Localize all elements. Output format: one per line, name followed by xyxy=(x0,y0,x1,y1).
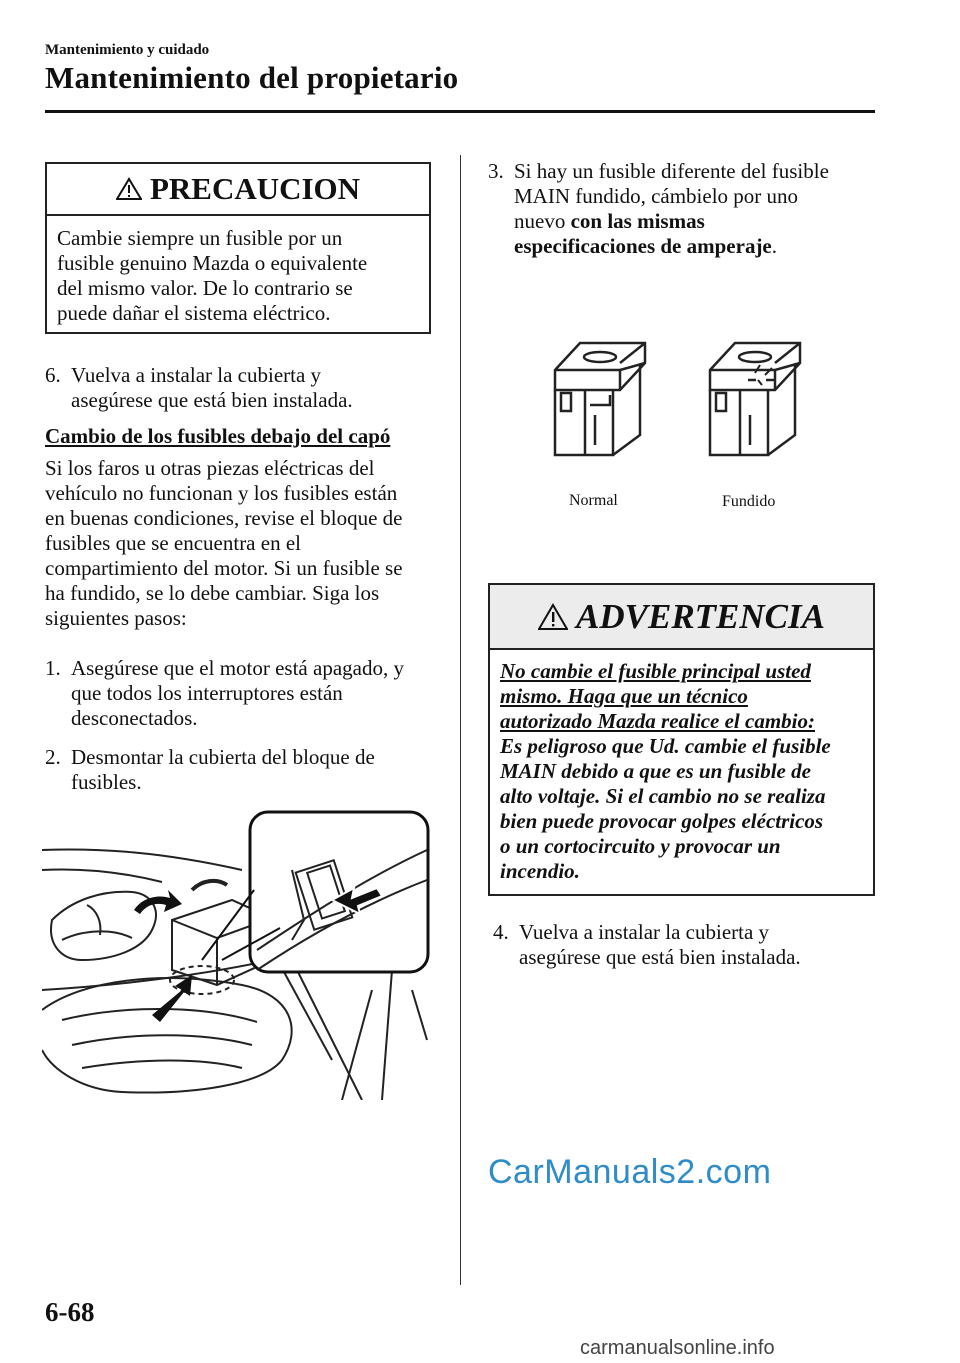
paragraph-line: compartimiento del motor. Si un fusible se xyxy=(45,556,403,580)
blown-fuse-icon xyxy=(710,343,800,455)
step-number: 6. xyxy=(45,363,61,387)
step-line: Desmontar la cubierta del bloque de xyxy=(71,745,375,769)
section-label: Mantenimiento y cuidado xyxy=(45,42,210,58)
step-line: que todos los interruptores están xyxy=(71,681,343,705)
step-line xyxy=(514,209,888,234)
caution-line: puede dañar el sistema eléctrico. xyxy=(57,301,331,325)
step-line: desconectados. xyxy=(71,706,198,730)
normal-fuse-label: Normal xyxy=(569,492,618,509)
fuse-comparison-figure xyxy=(545,335,805,485)
warning-line: o un cortocircuito y provocar un xyxy=(500,834,781,858)
warning-line: autorizado Mazda realice el cambio: xyxy=(500,709,815,733)
warning-header xyxy=(490,585,873,650)
caution-box xyxy=(45,162,431,334)
column-divider xyxy=(460,155,461,1285)
title-rule xyxy=(45,110,875,113)
step-line: Vuelva a instalar la cubierta y xyxy=(71,363,322,387)
warning-box xyxy=(488,583,875,896)
step-number: 1. xyxy=(45,656,61,680)
warning-line: incendio. xyxy=(500,859,580,883)
warning-line: No cambie el fusible principal usted xyxy=(500,659,811,683)
step-text: nuevo xyxy=(514,209,571,233)
step-line: asegúrese que está bien instalada. xyxy=(71,388,353,412)
step-1 xyxy=(45,656,445,731)
step-2 xyxy=(45,745,445,795)
caution-header xyxy=(47,164,429,216)
page-title: Mantenimiento del propietario xyxy=(45,60,459,95)
caution-line: Cambie siempre un fusible por un xyxy=(57,226,343,250)
warning-heading: ADVERTENCIA xyxy=(576,596,825,636)
caution-heading: PRECAUCION xyxy=(149,171,361,206)
watermark-logo: CarManuals2.com xyxy=(488,1153,772,1191)
paragraph-line: ha fundido, se lo debe cambiar. Siga los xyxy=(45,581,380,605)
warning-line: mismo. Haga que un técnico xyxy=(500,684,748,708)
warning-triangle-icon xyxy=(538,603,568,631)
caution-line: fusible genuino Mazda o equivalente xyxy=(57,251,368,275)
paragraph-line: en buenas condiciones, revise el bloque de xyxy=(45,506,403,530)
warning-triangle-icon xyxy=(116,177,142,201)
paragraph-line: fusibles que se encuentra en el xyxy=(45,531,301,555)
step-bold-text: con las mismas xyxy=(570,209,705,233)
step-line: MAIN fundido, cámbielo por uno xyxy=(514,184,799,208)
footer-site-link[interactable]: carmanualsonline.info xyxy=(580,1337,775,1359)
step-3 xyxy=(488,159,888,259)
step-line: Asegúrese que el motor está apagado, y xyxy=(71,656,404,680)
caution-line: del mismo valor. De lo contrario se xyxy=(57,276,353,300)
step-number: 3. xyxy=(488,159,504,183)
step-number: 4. xyxy=(493,920,509,944)
section-subheading: Cambio de los fusibles debajo del capó xyxy=(45,424,391,448)
warning-body xyxy=(490,650,873,884)
warning-line: bien puede provocar golpes eléctricos xyxy=(500,809,824,833)
warning-line: MAIN debido a que es un fusible de xyxy=(500,759,811,783)
normal-fuse-icon xyxy=(555,343,645,455)
engine-fuse-block-illustration xyxy=(42,810,432,1100)
intro-paragraph xyxy=(45,456,445,631)
blown-fuse-label: Fundido xyxy=(722,493,776,510)
step-number: 2. xyxy=(45,745,61,769)
step-bold-text: especificaciones de amperaje xyxy=(514,234,772,258)
page-number: 6-68 xyxy=(45,1297,95,1327)
warning-line: alto voltaje. Si el cambio no se realiza xyxy=(500,784,826,808)
paragraph-line: vehículo no funcionan y los fusibles están xyxy=(45,481,398,505)
step-text: . xyxy=(771,234,778,258)
step-6 xyxy=(45,363,445,413)
paragraph-line: Si los faros u otras piezas eléctricas del xyxy=(45,456,375,480)
step-line: asegúrese que está bien instalada. xyxy=(519,945,801,969)
step-line: fusibles. xyxy=(71,770,142,794)
step-line xyxy=(514,234,888,259)
paragraph-line: siguientes pasos: xyxy=(45,606,187,630)
caution-body xyxy=(47,216,429,326)
step-line: Si hay un fusible diferente del fusible xyxy=(514,159,829,183)
warning-line: Es peligroso que Ud. cambie el fusible xyxy=(500,734,831,758)
step-4 xyxy=(493,920,893,970)
arrow-icon xyxy=(152,975,192,1022)
step-line: Vuelva a instalar la cubierta y xyxy=(519,920,770,944)
